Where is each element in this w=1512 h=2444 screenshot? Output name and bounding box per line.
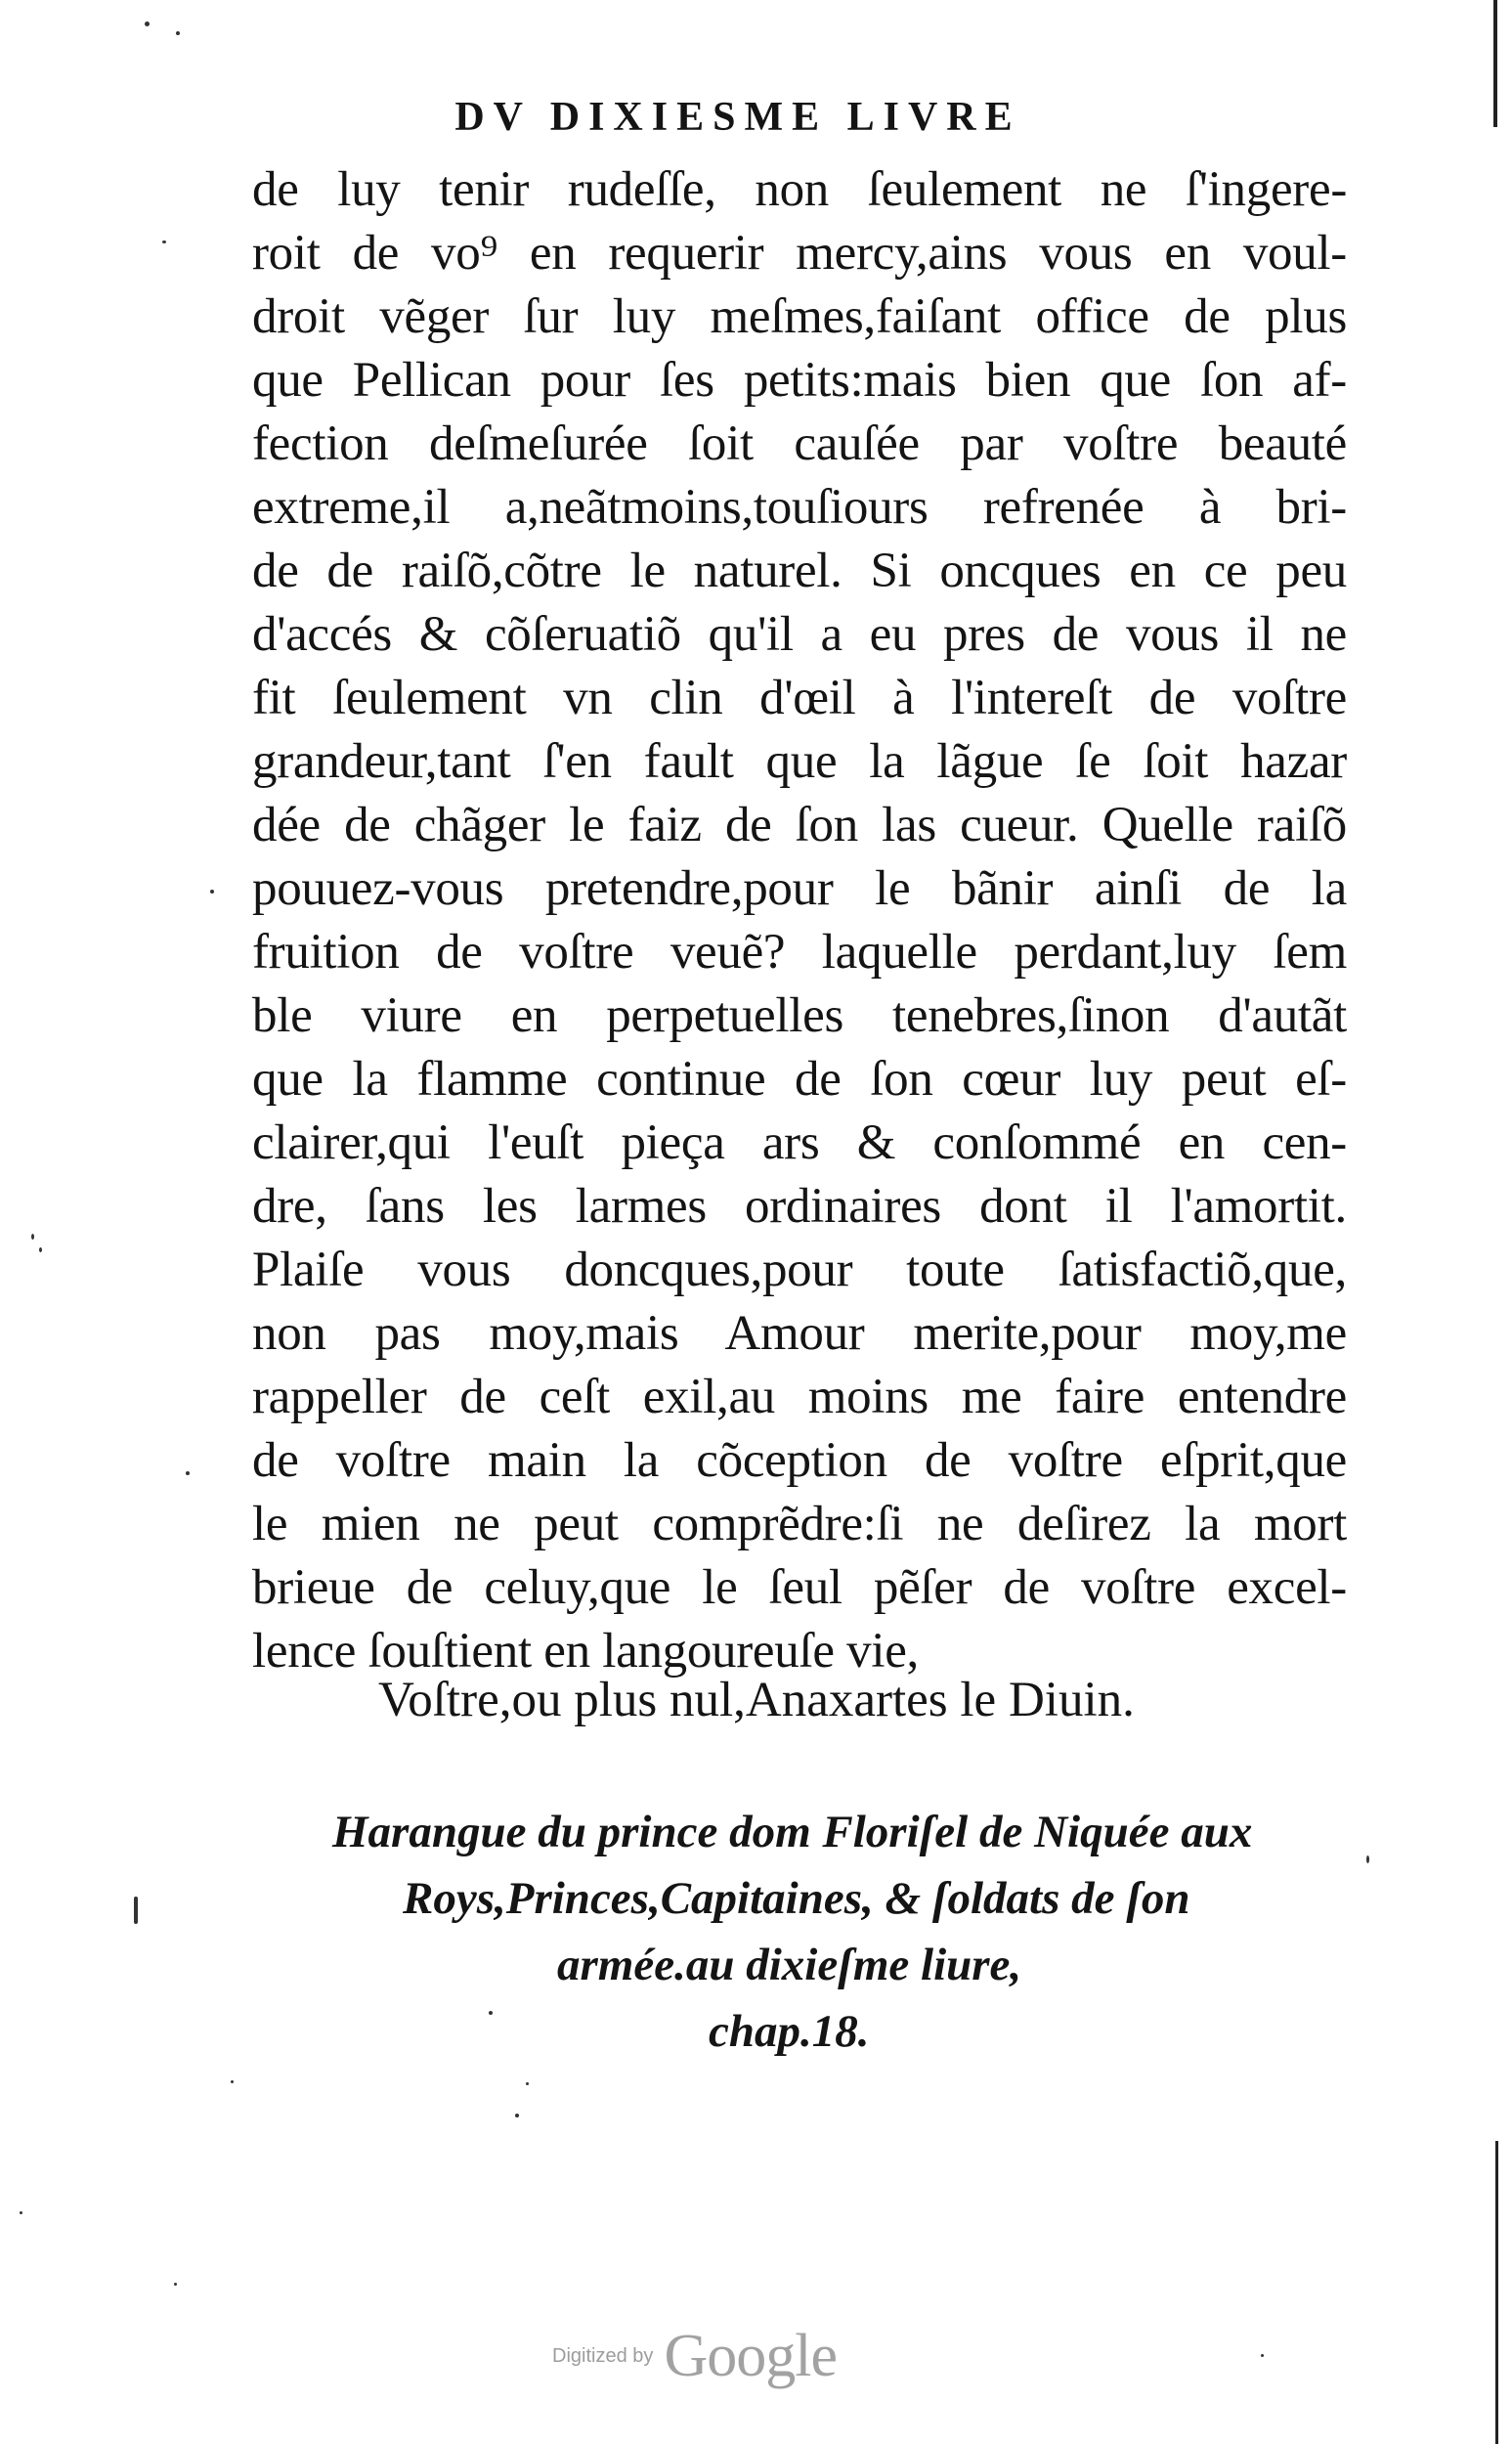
text-line: brieue de celuy,que le ſeul pẽſer de voſtre excel- (252, 1560, 1347, 1615)
running-head: DV DIXIESME LIVRE (454, 95, 1021, 140)
page-edge-top (1493, 0, 1497, 127)
speck (176, 31, 180, 35)
speck (134, 1897, 138, 1924)
text-line: de luy tenir rudeſſe, non ſeulement ne ſ'ingere- (252, 162, 1347, 217)
speck (162, 240, 166, 243)
heading-line: Roys,Princes,Capitaines, & ſoldats de ſon (403, 1873, 1190, 1924)
speck (1366, 1855, 1369, 1863)
text-line: de voſtre main la cõception de voſtre eſprit,que (252, 1433, 1347, 1488)
text-line: de de raiſõ,cõtre le naturel. Si oncques en ce peu (252, 544, 1347, 598)
text-line: droit vẽger ſur luy meſmes,faiſant office de plus (252, 289, 1347, 344)
speck (515, 2114, 519, 2117)
text-line: fit ſeulement vn clin d'œil à l'intereſt de voſtre (252, 671, 1347, 725)
speck (186, 1471, 190, 1475)
text-line: d'accés & cõſeruatiõ qu'il a eu pres de vous il ne (252, 607, 1347, 662)
text-line: fection deſmeſurée ſoit cauſée par voſtre beauté (252, 416, 1347, 471)
text-line: grandeur,tant ſ'en fault que la lãgue ſe ſoit hazar (252, 734, 1347, 789)
letter-signature: Voſtre,ou plus nul,Anaxartes le Diuin. (378, 1673, 1135, 1727)
chapter-heading (244, 1799, 1349, 2065)
speck (231, 2080, 234, 2083)
text-line: extreme,il a,neãtmoins,touſiours refrenée à bri- (252, 480, 1347, 535)
text-line: pouuez-vous pretendre,pour le bãnir ainſi de la (252, 861, 1347, 916)
speck (489, 2011, 493, 2015)
text-line: dre, ſans les larmes ordinaires dont il l'amortit. (252, 1179, 1347, 1234)
text-line: le mien ne peut comprẽdre:ſi ne deſirez la mort (252, 1497, 1347, 1551)
text-line: clairer,qui l'euſt pieça ars & conſommé en cen- (252, 1115, 1347, 1170)
speck (174, 2283, 177, 2286)
speck (526, 2082, 529, 2085)
text-line: rappeller de ceſt exil,au moins me faire entendre (252, 1370, 1347, 1424)
text-line: fruition de voſtre veuẽ? laquelle perdant,luy ſem (252, 925, 1347, 980)
text-line: non pas moy,mais Amour merite,pour moy,me (252, 1306, 1347, 1361)
text-line: dée de chãger le faiz de ſon las cueur. Quelle raiſõ (252, 798, 1347, 852)
text-line: lence ſouſtient en langoureuſe vie, (252, 1624, 919, 1679)
letter-body (252, 158, 1347, 1683)
text-line: Plaiſe vous doncques,pour toute ſatisfactiõ,que, (252, 1243, 1347, 1297)
watermark-prefix: Digitized by (552, 2345, 654, 2367)
speck (210, 890, 214, 894)
text-line: que Pellican pour ſes petits:mais bien que ſon af- (252, 353, 1347, 408)
speck (20, 2211, 22, 2214)
heading-line: chap.18. (709, 2006, 870, 2057)
speck (31, 1234, 34, 1240)
heading-line: Harangue du prince dom Floriſel de Niquée aux (332, 1807, 1253, 1857)
text-line: que la flamme continue de ſon cœur luy peut eſ- (252, 1052, 1347, 1107)
page-edge-bottom (1495, 2141, 1498, 2444)
speck (1261, 2354, 1264, 2357)
text-line: roit de vo⁹ en requerir mercy,ains vous en voul- (252, 226, 1347, 281)
speck (39, 1247, 42, 1252)
google-logo: Google (664, 2323, 838, 2389)
speck (145, 22, 150, 26)
heading-line: armée.au dixieſme liure, (557, 1940, 1022, 1990)
digitized-watermark (552, 2322, 837, 2391)
text-line: ble viure en perpetuelles tenebres,ſinon d'autãt (252, 988, 1347, 1043)
